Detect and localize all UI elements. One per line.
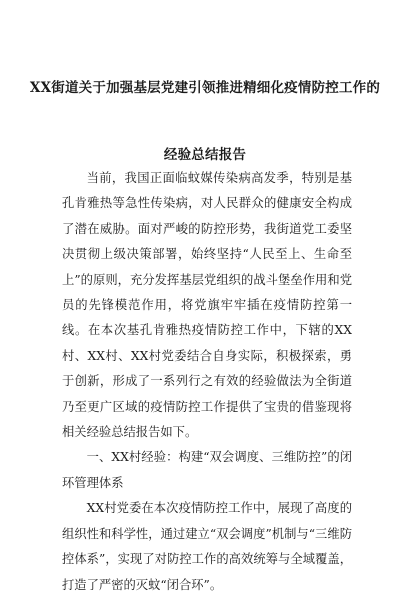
document-title-line-2: 经验总结报告 <box>163 147 247 163</box>
document-title-line-1: XX街道关于加强基层党建引领推进精细化疫情防控工作的 <box>29 80 381 96</box>
paragraph-section-1: XX村党委在本次疫情防控工作中，展现了高度的组织性和科学性，通过建立“双会调度”机制与“三维防控体系”，实现了对防控工作的高效统筹与全域覆盖，打造了严密的灭蚊“闭合环”。 <box>62 501 352 592</box>
paragraph-intro: 当前，我国正面临蚊媒传染病高发季，特别是基孔肯雅热等急性传染病，对人民群众的健康安全构成了潜在威胁。面对严峻的防控形势，我街道党工委坚决贯彻上级决策部署，始终坚持“人民至上、生命至上”的原则，充分发挥基层党组织的战斗堡垒作用和党员的先锋模范作用，将党旗牢牢插在疫情防控第一线。在本次基孔肯雅热疫情防控工作中，下辖的XX村、XX村、XX村党委结合自身实际，积极探索，勇于创新，形成了一系列行之有效的经验做法为全街道乃至更广区域的疫情防控工作提供了宝贵的借鉴现将相关经验总结报告如下。 <box>62 171 352 440</box>
document-body <box>62 166 352 598</box>
section-heading-1: 一、XX村经验：构建“双会调度、三维防控”的闭环管理体系 <box>62 450 352 490</box>
